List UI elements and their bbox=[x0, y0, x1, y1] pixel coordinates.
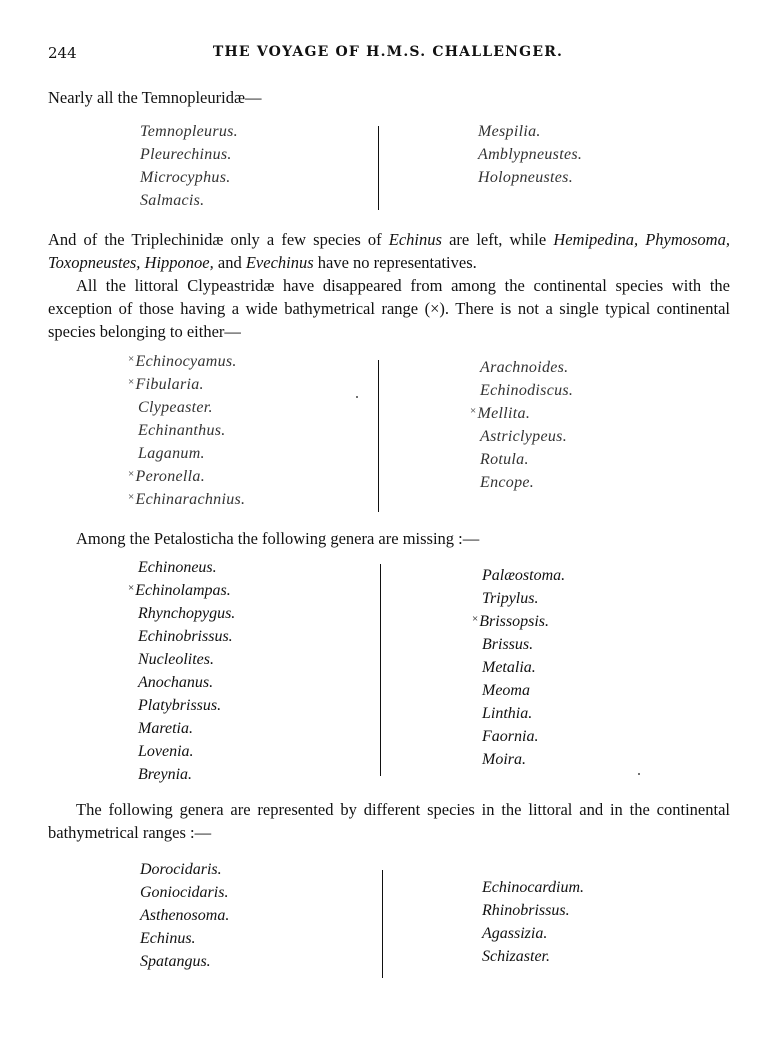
genus-item: Goniocidaris. bbox=[140, 884, 229, 901]
column-divider bbox=[378, 126, 379, 210]
genus-item: Asthenosoma. bbox=[140, 907, 230, 924]
running-title: THE VOYAGE OF H.M.S. CHALLENGER. bbox=[212, 44, 564, 60]
genus-item: Palæostoma. bbox=[482, 567, 566, 584]
genus-item: Clypeaster. bbox=[138, 399, 213, 416]
genus-item: Echinobrissus. bbox=[138, 628, 233, 645]
genus-item: Astriclypeus. bbox=[480, 428, 567, 445]
genus-item: Nucleolites. bbox=[138, 651, 214, 668]
genus-item: Anochanus. bbox=[138, 674, 214, 691]
petalosticha-paragraph: Among the Petalosticha the following genera are missing :— bbox=[76, 529, 480, 548]
genus-item: Echinocardium. bbox=[482, 879, 585, 896]
shared-genera-table bbox=[0, 858, 776, 980]
genus-item: Spatangus. bbox=[140, 953, 211, 970]
para1-genus-evechinus: Evechinus bbox=[245, 253, 314, 272]
petalosticha-table bbox=[0, 556, 776, 784]
page-header bbox=[48, 44, 728, 66]
genus-item: Rhynchopygus. bbox=[138, 605, 236, 622]
para1-genus-echinus: Echinus bbox=[388, 230, 442, 249]
column-divider bbox=[378, 360, 379, 512]
genus-item: ×Fibularia. bbox=[128, 376, 204, 393]
genus-item: Moira. bbox=[482, 751, 526, 768]
genus-item: Echinanthus. bbox=[138, 422, 226, 439]
genus-item: Breynia. bbox=[138, 766, 193, 783]
littoral-continental-paragraph bbox=[48, 798, 730, 844]
genus-item: Faornia. bbox=[482, 728, 539, 745]
genus-item: Rotula. bbox=[480, 451, 529, 468]
genus-item: ×Echinarachnius. bbox=[128, 491, 246, 508]
para1-text-b: are left, while bbox=[441, 230, 554, 249]
genus-item: Echinoneus. bbox=[138, 559, 217, 576]
print-speck bbox=[356, 396, 358, 398]
genus-item: Maretia. bbox=[138, 720, 193, 737]
genus-item: Microcyphus. bbox=[140, 169, 231, 186]
genus-item: Brissus. bbox=[482, 636, 534, 653]
genus-item: ×Echinolampas. bbox=[128, 582, 231, 599]
para2-text: All the littoral Clypeastridæ have disappeared from among the continental species with the exception of those having a wide bathymetrical range (×). There is not a single typical continental species belonging to either— bbox=[48, 276, 730, 341]
genus-item: Schizaster. bbox=[482, 948, 550, 965]
genus-item: Platybrissus. bbox=[138, 697, 222, 714]
column-divider bbox=[380, 564, 381, 776]
genus-item: ×Mellita. bbox=[470, 405, 531, 422]
table1-right-column bbox=[478, 120, 582, 189]
genus-item: Meoma bbox=[482, 682, 530, 699]
para1-genera-list: Hemipedina, Phymosoma, Toxopneustes, Hipponoe, bbox=[48, 230, 730, 272]
table2-right-column bbox=[470, 356, 573, 494]
genus-item: Dorocidaris. bbox=[140, 861, 222, 878]
range-mark: × bbox=[128, 376, 135, 388]
genus-item: Agassizia. bbox=[482, 925, 548, 942]
genus-item: ×Echinocyamus. bbox=[128, 353, 237, 370]
genus-item: Echinodiscus. bbox=[480, 382, 574, 399]
genus-item: Amblypneustes. bbox=[478, 146, 583, 163]
temnopleuridae-table bbox=[0, 120, 776, 215]
triplechinidae-paragraph bbox=[48, 228, 730, 274]
table3-right-column bbox=[472, 564, 565, 771]
range-mark: × bbox=[470, 405, 477, 417]
table3-left-column bbox=[128, 556, 235, 786]
para1-text-c: and bbox=[213, 253, 246, 272]
clypeastridae-table bbox=[0, 350, 776, 515]
genus-item: ×Peronella. bbox=[128, 468, 206, 485]
para4-text: The following genera are represented by different species in the littoral and in the continental bathymetrical ranges :— bbox=[48, 800, 730, 842]
range-mark: × bbox=[128, 468, 135, 480]
genus-item: Encope. bbox=[480, 474, 535, 491]
genus-item: ×Brissopsis. bbox=[472, 613, 550, 630]
genus-item: Holopneustes. bbox=[478, 169, 574, 186]
genus-item: Rhinobrissus. bbox=[482, 902, 570, 919]
range-mark: × bbox=[472, 613, 479, 625]
table2-left-column bbox=[128, 350, 245, 511]
page-number: 244 bbox=[48, 44, 77, 62]
genus-item: Linthia. bbox=[482, 705, 533, 722]
genus-item: Pleurechinus. bbox=[140, 146, 232, 163]
intro-line: Nearly all the Temnopleuridæ— bbox=[48, 88, 262, 107]
range-mark: × bbox=[128, 491, 135, 503]
column-divider bbox=[382, 870, 383, 978]
genus-item: Salmacis. bbox=[140, 192, 205, 209]
genus-item: Lovenia. bbox=[138, 743, 194, 760]
genus-item: Mespilia. bbox=[478, 123, 541, 140]
genus-item: Laganum. bbox=[138, 445, 205, 462]
table1-left-column bbox=[140, 120, 238, 212]
range-mark: × bbox=[128, 582, 135, 594]
print-speck bbox=[638, 773, 640, 775]
genus-item: Temnopleurus. bbox=[140, 123, 238, 140]
genus-item: Tripylus. bbox=[482, 590, 539, 607]
table4-right-column bbox=[482, 876, 584, 968]
genus-item: Echinus. bbox=[140, 930, 196, 947]
para1-text-d: have no representatives. bbox=[313, 253, 477, 272]
genus-item: Arachnoides. bbox=[480, 359, 569, 376]
para1-text-a: And of the Triplechinidæ only a few species of bbox=[48, 230, 389, 249]
table4-left-column bbox=[140, 858, 229, 973]
clypeastridae-paragraph bbox=[48, 274, 730, 343]
genus-item: Metalia. bbox=[482, 659, 536, 676]
range-mark: × bbox=[128, 353, 135, 365]
